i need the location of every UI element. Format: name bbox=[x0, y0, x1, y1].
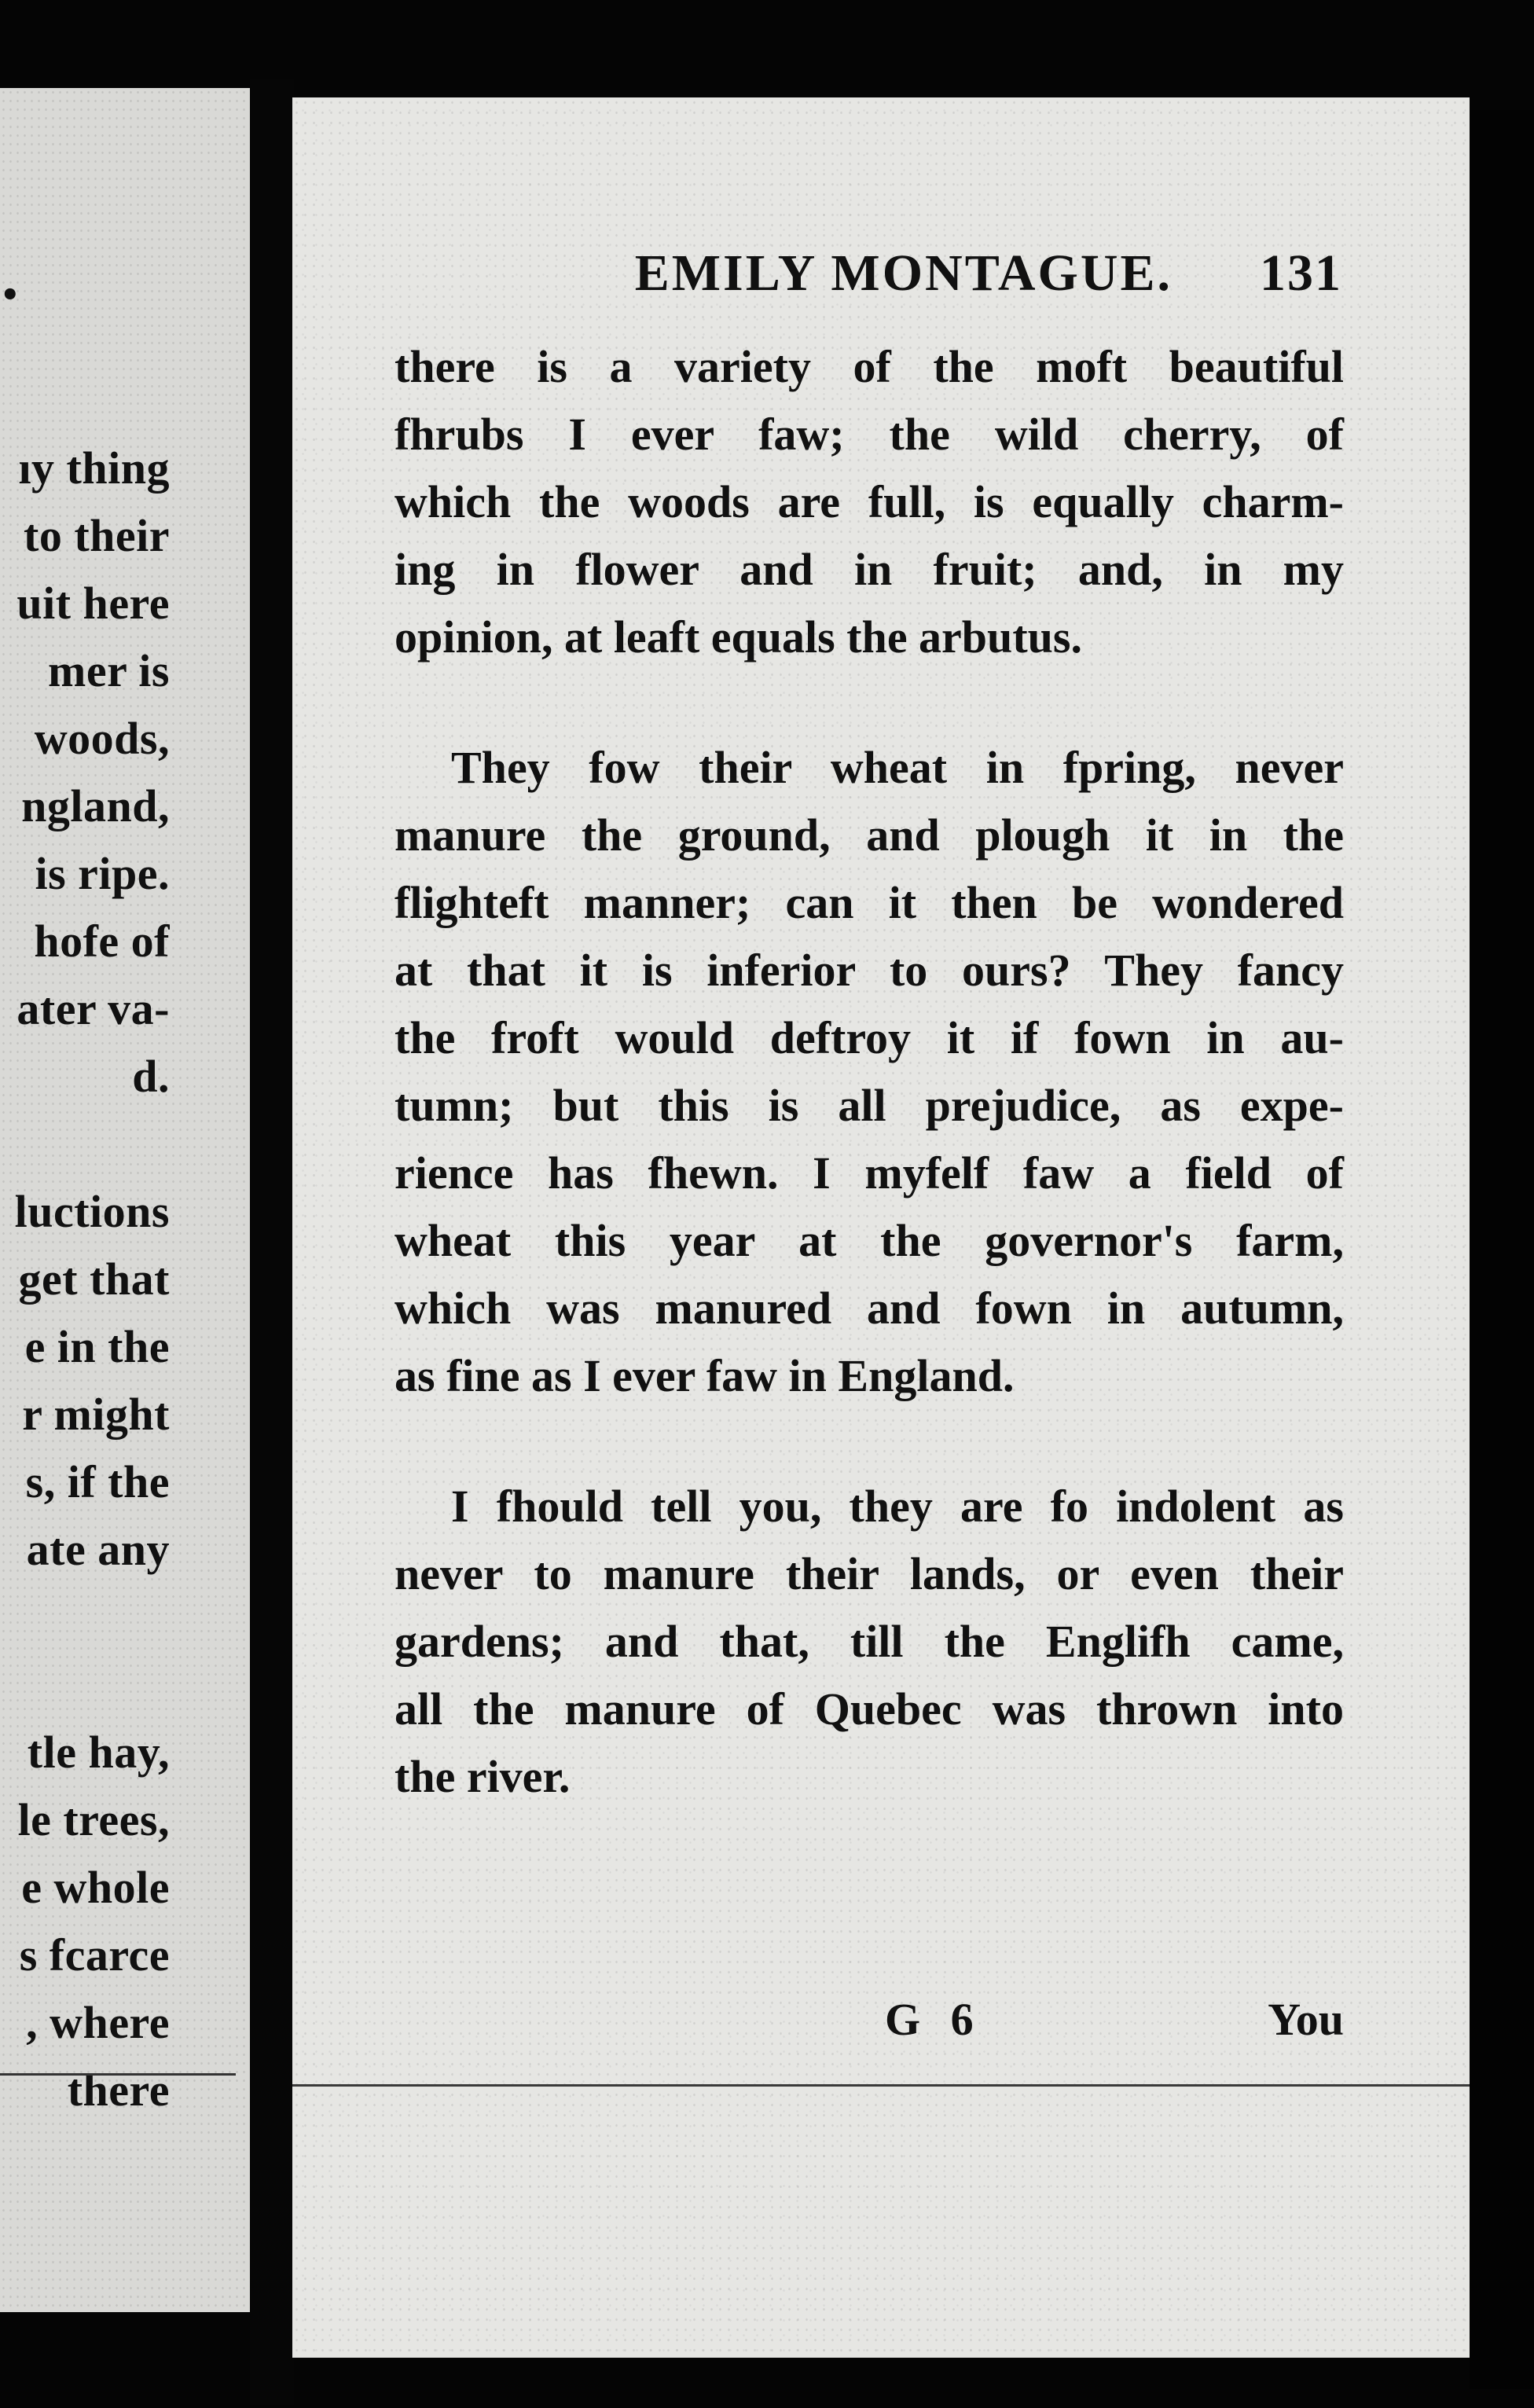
book-page bbox=[292, 97, 1470, 2358]
text-line: there is a variety of the moft beautiful bbox=[395, 341, 1344, 392]
previous-page-fragment bbox=[0, 88, 250, 2312]
previous-page-line: ate any bbox=[26, 1524, 170, 1575]
text-line: all the manure of Quebec was thrown into bbox=[395, 1683, 1344, 1734]
previous-page-line: ngland, bbox=[21, 780, 170, 831]
previous-page-line: is ripe. bbox=[35, 848, 170, 899]
signature-mark: G 6 bbox=[885, 1994, 983, 2045]
text-line: opinion, at leaft equals the arbutus. bbox=[395, 611, 1082, 663]
previous-page-line: to their bbox=[24, 510, 170, 561]
running-title: EMILY MONTAGUE. bbox=[634, 244, 1173, 302]
text-line: the froft would deftroy it if fown in au- bbox=[395, 1012, 1344, 1063]
catchword: You bbox=[1268, 1994, 1344, 2045]
previous-page-line: d. bbox=[132, 1051, 170, 1102]
previous-page-line: mer is bbox=[48, 645, 170, 696]
book-gutter bbox=[250, 79, 294, 2405]
page-header bbox=[292, 244, 1342, 307]
previous-page-bullet: • bbox=[0, 277, 20, 314]
previous-page-line: tle hay, bbox=[27, 1727, 170, 1778]
text-line: which the woods are full, is equally charm- bbox=[395, 476, 1344, 527]
previous-page-line: there bbox=[67, 2065, 170, 2116]
paragraph-gap bbox=[395, 671, 1344, 734]
previous-page-line: e in the bbox=[24, 1321, 170, 1372]
text-line: ing in flower and in fruit; and, in my bbox=[395, 544, 1344, 595]
previous-page-line: uit here bbox=[17, 578, 170, 629]
previous-page-line: woods, bbox=[34, 713, 170, 764]
text-line: tumn; but this is all prejudice, as expe- bbox=[395, 1080, 1344, 1131]
text-line: as fine as I ever faw in England. bbox=[395, 1350, 1015, 1401]
text-line: at that it is inferior to ours? They fancy bbox=[395, 945, 1344, 996]
scan-right-border bbox=[1470, 110, 1534, 2389]
previous-page-line: e whole bbox=[21, 1862, 170, 1913]
previous-page-line: le trees, bbox=[17, 1794, 170, 1845]
paragraph-gap bbox=[395, 1410, 1344, 1473]
page-footer bbox=[292, 1993, 1344, 2056]
previous-page-line: s fcarce bbox=[19, 1929, 170, 1980]
previous-page-line: s, if the bbox=[25, 1456, 170, 1507]
previous-page-line: ater va- bbox=[17, 983, 170, 1034]
previous-page-line: ıy thing bbox=[18, 442, 170, 494]
text-line: rience has fhewn. I myfelf faw a field of bbox=[395, 1147, 1344, 1198]
previous-page-line: get that bbox=[18, 1254, 170, 1305]
page-bottom-rule bbox=[292, 2084, 1470, 2087]
previous-page-line: , where bbox=[26, 1997, 170, 2048]
previous-page-line: r might bbox=[22, 1389, 170, 1440]
page-body bbox=[395, 333, 1344, 1811]
page-number: 131 bbox=[1260, 244, 1342, 302]
previous-page-line: hofe of bbox=[34, 916, 170, 967]
text-line: fhrubs I ever faw; the wild cherry, of bbox=[395, 409, 1344, 460]
text-line: which was manured and fown in autumn, bbox=[395, 1283, 1344, 1334]
text-line: manure the ground, and plough it in the bbox=[395, 809, 1344, 861]
text-line: They fow their wheat in fpring, never bbox=[451, 742, 1344, 793]
text-line: wheat this year at the governor's farm, bbox=[395, 1215, 1344, 1266]
text-line: never to manure their lands, or even their bbox=[395, 1548, 1344, 1599]
previous-page-line: luctions bbox=[14, 1186, 170, 1237]
paragraph bbox=[395, 1473, 1344, 1811]
text-line: I fhould tell you, they are fo indolent as bbox=[451, 1481, 1344, 1532]
text-line: gardens; and that, till the Englifh came, bbox=[395, 1616, 1344, 1667]
paragraph bbox=[395, 333, 1344, 671]
paragraph bbox=[395, 734, 1344, 1410]
previous-page-rule bbox=[0, 2073, 236, 2076]
text-line: flighteft manner; can it then be wondered bbox=[395, 877, 1344, 928]
text-line: the river. bbox=[395, 1751, 571, 1802]
